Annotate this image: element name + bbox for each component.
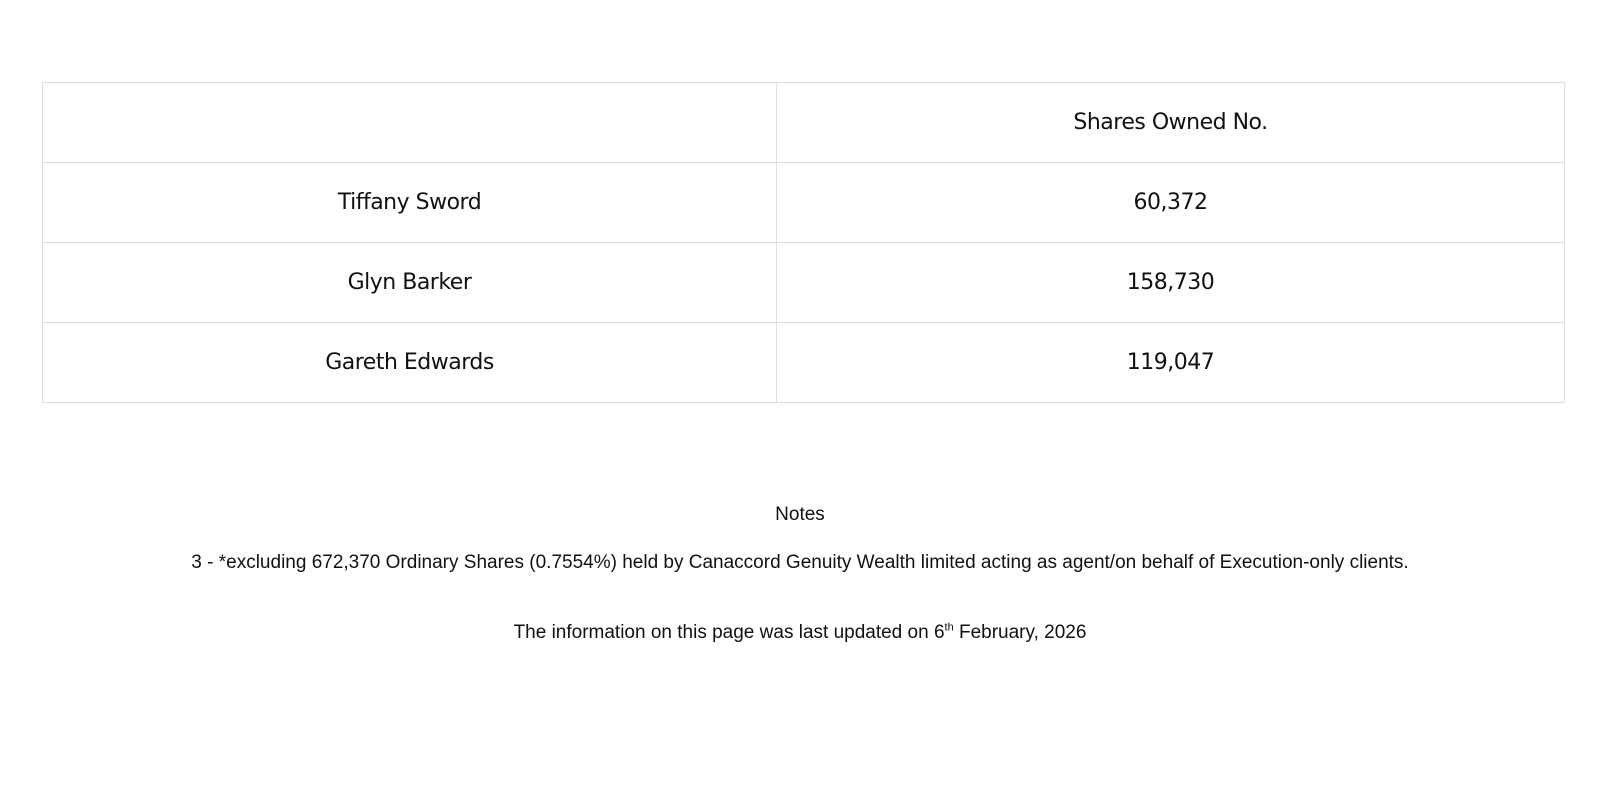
shares-owned-cell: 119,047 <box>777 323 1565 403</box>
name-column-header <box>43 83 777 163</box>
notes-heading: Notes <box>775 504 825 525</box>
last-updated-prefix: The information on this page was last updated on 6 <box>513 622 945 643</box>
shareholdings-table <box>42 82 1565 403</box>
note-3-text: 3 - *excluding 672,370 Ordinary Shares (0.7554%) held by Canaccord Genuity Wealth limited acting as agent/on behalf of Execution-only clients. <box>191 552 1409 573</box>
table-row <box>43 163 1565 243</box>
table-row <box>43 243 1565 323</box>
last-updated-suffix: February, 2026 <box>953 622 1087 643</box>
director-name-cell: Glyn Barker <box>43 243 777 323</box>
last-updated-ordinal: th <box>944 621 954 634</box>
director-name-cell: Gareth Edwards <box>43 323 777 403</box>
shares-owned-cell: 60,372 <box>777 163 1565 243</box>
table-header-row <box>43 83 1565 163</box>
table-row <box>43 323 1565 403</box>
shares-owned-cell: 158,730 <box>777 243 1565 323</box>
last-updated-text <box>0 620 1600 646</box>
director-name-cell: Tiffany Sword <box>43 163 777 243</box>
notes-section <box>0 502 1600 646</box>
shares-column-header: Shares Owned No. <box>777 83 1565 163</box>
